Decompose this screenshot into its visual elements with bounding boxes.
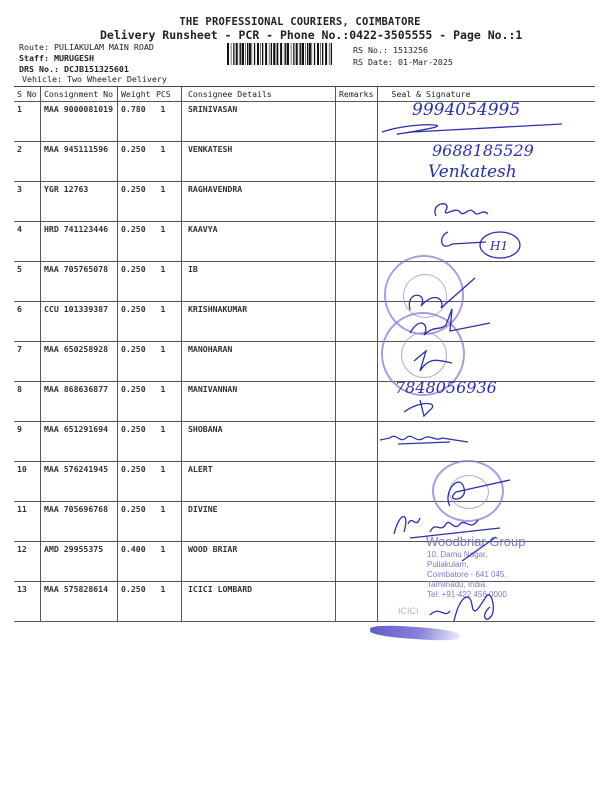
company-title: THE PROFESSIONAL COURIERS, COIMBATORE [179,16,421,28]
cell-pcs: 1 [160,504,166,514]
barcode-bar [239,43,240,65]
cell-consignee: DIVINE [182,502,336,542]
vehicle-line [22,74,167,84]
barcode-bar [233,43,234,65]
route-value: PULIAKULAM MAIN ROAD [53,42,154,52]
cell-consignment: YGR 12763 [41,182,118,222]
barcode-bar [317,43,319,65]
cell-remarks [336,502,378,542]
barcode-bar [325,43,327,65]
col-consignment: Consignment No [41,87,118,102]
barcode-bar [305,43,306,65]
cell-pcs: 1 [160,424,166,434]
barcode-bar [254,43,255,65]
drs-label: DRS No.: [19,64,59,74]
cell-consignee: VENKATESH [182,142,336,182]
barcode-bar [245,43,246,65]
cell-consignment: MAA 945111596 [41,142,118,182]
cell-remarks [336,142,378,182]
barcode-bar [273,43,275,65]
cell-sno: 10 [14,462,41,502]
cell-remarks [336,462,378,502]
cell-sno: 12 [14,542,41,582]
cell-remarks [336,302,378,342]
barcode-bar [249,43,251,65]
cell-weight-pcs [118,102,182,142]
barcode-bar [285,43,286,65]
cell-pcs: 1 [160,544,166,554]
cell-weight: 0.250 [121,504,146,514]
cell-remarks [336,582,378,622]
barcode-bar [293,43,294,65]
cell-consignment: MAA 9000081019 [41,102,118,142]
cell-consignment: MAA 705765078 [41,262,118,302]
rs-no-value: 1513256 [392,45,428,55]
cell-pcs: 1 [160,184,166,194]
cell-weight-pcs [118,422,182,462]
cell-consignment: CCU 101339387 [41,302,118,342]
barcode-bar [227,43,229,65]
barcode-bar [320,43,321,65]
table-row [14,262,595,302]
cell-pcs: 1 [160,464,166,474]
vehicle-label: Vehicle: [22,74,62,84]
signature-manoharan [400,305,500,375]
handwritten-name-2: Venkatesh [428,162,517,182]
runsheet-subtitle: Delivery Runsheet - PCR - Phone No.:0422-3505555 - Page No.:1 [100,28,523,42]
cell-consignment: MAA 575828614 [41,582,118,622]
barcode-bar [236,43,238,65]
cell-consignee: MANIVANNAN [182,382,336,422]
barcode-bar [247,43,248,65]
cell-sno: 7 [14,342,41,382]
signature-alert [440,462,520,512]
col-pcs: PCS [155,89,171,99]
cell-consignee: RAGHAVENDRA [182,182,336,222]
cell-sno: 13 [14,582,41,622]
barcode-bar [309,43,311,65]
barcode-bar [284,43,285,65]
cell-weight-pcs [118,302,182,342]
barcode-bar [280,43,282,65]
barcode-bar [314,43,315,65]
staff-value: MURUGESH [53,53,94,63]
cell-remarks [336,342,378,382]
barcode-bar [252,43,253,65]
cell-sno: 5 [14,262,41,302]
cell-sno: 9 [14,422,41,462]
rs-date-value: 01-Mar-2025 [397,57,453,67]
cell-consignee: ALERT [182,462,336,502]
handwritten-phone-8: 7848056936 [395,378,497,397]
cell-weight-pcs [118,222,182,262]
cell-weight: 0.250 [121,344,146,354]
col-weight: Weight [121,89,151,99]
table-row [14,182,595,222]
barcode-bar [307,43,308,65]
signature-manivannan [400,396,450,418]
cell-consignee: KAAVYA [182,222,336,262]
barcode-bar [296,43,298,65]
barcode-bar [271,43,272,65]
cell-weight: 0.400 [121,544,146,554]
rs-no-label: RS No.: [353,45,388,55]
route-line [19,42,154,52]
staff-label: Staff: [19,53,49,63]
cell-weight-pcs [118,462,182,502]
cell-remarks [336,422,378,462]
cell-sno: 2 [14,142,41,182]
cell-pcs: 1 [160,104,166,114]
cell-weight: 0.250 [121,184,146,194]
cell-remarks [336,382,378,422]
barcode-bar [302,43,304,65]
cell-consignment: MAA 705696768 [41,502,118,542]
cell-consignee: SRINIVASAN [182,102,336,142]
signature-woodbriar-strike [460,533,500,563]
cell-weight-pcs [118,542,182,582]
cell-consignment: MAA 651291694 [41,422,118,462]
cell-pcs: 1 [160,224,166,234]
route-label: Route: [19,42,49,52]
ink-smudge [370,624,461,642]
barcode-bar [240,43,241,65]
barcode-bar [276,43,277,65]
cell-sno: 4 [14,222,41,262]
table-row [14,422,595,462]
barcode-bar [262,43,263,65]
cell-consignee: ICICI LOMBARD [182,582,336,622]
cell-sno: 6 [14,302,41,342]
col-remarks: Remarks [336,87,378,102]
rs-date-label: RS Date: [353,57,393,67]
barcode-bar [269,43,270,65]
signature-shobana [376,430,486,448]
cell-consignment: MAA 576241945 [41,462,118,502]
barcode-bar [231,43,232,65]
barcode-bar [257,43,259,65]
barcode-bar [331,43,332,65]
svg-text:H1: H1 [490,239,509,253]
cell-remarks [336,102,378,142]
cell-pcs: 1 [160,264,166,274]
signature-icici [420,585,510,625]
col-weight-pcs [118,87,182,102]
barcode-bar [312,43,313,65]
cell-remarks [336,542,378,582]
cell-weight-pcs [118,182,182,222]
cell-weight-pcs [118,262,182,302]
cell-sno: 8 [14,382,41,422]
barcode [227,43,335,65]
barcode-bar [277,43,278,65]
cell-weight-pcs [118,342,182,382]
barcode-bar [299,43,300,65]
cell-consignee: WOOD BRIAR [182,542,336,582]
cell-pcs: 1 [160,304,166,314]
cell-weight: 0.250 [121,384,146,394]
barcode-bar [329,43,330,65]
icici-stamp: ICICI [398,606,419,616]
barcode-bar [242,43,244,65]
col-seal-signature: Seal & Signature [377,87,595,102]
cell-consignee: KRISHNAKUMAR [182,302,336,342]
table-row [14,382,595,422]
cell-weight: 0.250 [121,144,146,154]
barcode-bar [300,43,301,65]
barcode-bar [291,43,292,65]
table-row [14,302,595,342]
cell-remarks [336,182,378,222]
col-sno: S No [14,87,41,102]
cell-consignee: SHOBANA [182,422,336,462]
cell-weight: 0.780 [121,104,146,114]
signature-scribble-1 [372,118,572,138]
cell-weight: 0.250 [121,584,146,594]
cell-remarks [336,222,378,262]
cell-remarks [336,262,378,302]
cell-weight-pcs [118,582,182,622]
cell-pcs: 1 [160,584,166,594]
cell-sno: 11 [14,502,41,542]
handwritten-phone-2: 9688185529 [432,141,534,160]
cell-consignment: MAA 650258928 [41,342,118,382]
cell-weight: 0.250 [121,424,146,434]
col-consignee: Consignee Details [182,87,336,102]
cell-pcs: 1 [160,344,166,354]
cell-sno: 3 [14,182,41,222]
drs-line [19,64,129,74]
cell-sno: 1 [14,102,41,142]
signature-ib [430,228,525,264]
barcode-bar [265,43,267,65]
cell-weight-pcs [118,382,182,422]
staff-line [19,53,94,63]
cell-weight: 0.250 [121,304,146,314]
cell-consignee: IB [182,262,336,302]
drs-value: DCJB151325601 [63,64,129,74]
cell-weight: 0.250 [121,224,146,234]
barcode-bar [322,43,323,65]
signature-kaavya [430,198,500,222]
cell-weight-pcs [118,142,182,182]
rs-no-line [353,45,428,55]
cell-pcs: 1 [160,384,166,394]
cell-weight: 0.250 [121,264,146,274]
cell-weight: 0.250 [121,464,146,474]
cell-pcs: 1 [160,144,166,154]
barcode-bar [287,43,289,65]
cell-consignee: MANOHARAN [182,342,336,382]
barcode-bar [260,43,261,65]
cell-weight-pcs [118,502,182,542]
handwritten-phone-1: 9994054995 [412,100,521,120]
cell-consignment: HRD 741123446 [41,222,118,262]
rs-date-line [353,57,453,67]
cell-consignment: AMD 29955375 [41,542,118,582]
vehicle-value: Two Wheeler Delivery [66,74,167,84]
cell-consignment: MAA 868636877 [41,382,118,422]
table-row [14,342,595,382]
